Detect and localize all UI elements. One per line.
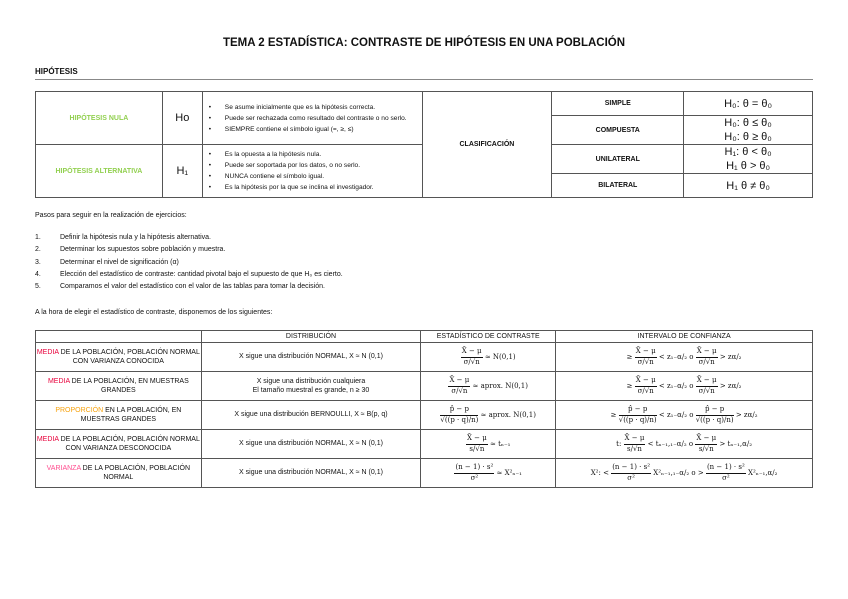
statistics-table xyxy=(35,330,813,488)
bullet-item: • Es la opuesta a la hipótesis nula. xyxy=(207,149,420,160)
classification-label: CLASIFICACIÓN xyxy=(422,92,552,198)
hypotheses-table xyxy=(35,91,813,198)
class-type-unilateral: UNILATERAL xyxy=(552,145,684,174)
header-statistic: ESTADÍSTICO DE CONTRASTE xyxy=(421,331,556,343)
steps-intro: Pasos para seguir en la realización de ejercicios: xyxy=(35,212,187,219)
bullet-item: • SIEMPRE contiene el símbolo igual (=, ≥, ≤) xyxy=(207,124,420,135)
statistic-cell: $\frac{X̄ - \mu}{\sigma/√n}$ ≈ aprox. N(0,1) xyxy=(421,372,556,401)
row-label: VARIANZA DE LA POBLACIÓN, POBLACIÓN NORMAL xyxy=(36,459,202,488)
row-label: PROPORCIÓN EN LA POBLACIÓN, EN MUESTRAS GRANDES xyxy=(36,401,202,430)
header-distribution: DISTRIBUCIÓN xyxy=(201,331,421,343)
class-value-simple: H₀: θ = θ₀ xyxy=(684,92,813,116)
step-item: 4. Elección del estadístico de contraste: cantidad pivotal bajo el supuesto de que H₀ es cierto. xyxy=(35,270,343,278)
class-type-compuesta: COMPUESTA xyxy=(552,116,684,145)
class-value-compuesta: H₀: θ ≤ θ₀ H₀: θ ≥ θ₀ xyxy=(684,116,813,145)
alt-hypothesis-label: HIPÓTESIS ALTERNATIVA xyxy=(36,145,163,198)
statistic-cell: $\frac{X̄ - \mu}{\sigma/√n}$ ≈ N(0,1) xyxy=(421,343,556,372)
class-value-unilateral: H₁: θ < θ₀ H₁ θ > θ₀ xyxy=(684,145,813,174)
header-empty xyxy=(36,331,202,343)
statistic-cell: $\frac{X̄ - \mu}{s/√n}$ ≈ tₙ₋₁ xyxy=(421,430,556,459)
row-label: MEDIA DE LA POBLACIÓN, POBLACIÓN NORMAL CON VARIANZA CONOCIDA xyxy=(36,343,202,372)
distribution-cell: X sigue una distribución BERNOULLI, X ≈ B(p, q) xyxy=(201,401,421,430)
table-row xyxy=(36,430,813,459)
step-item: 5. Comparamos el valor del estadístico con el valor de las tablas para tomar la decisión. xyxy=(35,283,325,291)
interval-cell: ≥ $\frac{X̄ - \mu}{\sigma/√n}$ < z₁₋α/₂ o $\frac{X̄ - \mu}{\sigma/√n}$ > zα/₂ xyxy=(556,343,813,372)
steps-section xyxy=(35,210,343,293)
row-label: MEDIA DE LA POBLACIÓN, POBLACIÓN NORMAL CON VARIANZA DESCONOCIDA xyxy=(36,430,202,459)
table-row xyxy=(36,343,813,372)
table-intro: A la hora de elegir el estadístico de contraste, disponemos de los siguientes: xyxy=(35,309,273,316)
class-type-bilateral: BILATERAL xyxy=(552,174,684,198)
interval-cell: ≥ $\frac{X̄ - \mu}{\sigma/√n}$ < z₁₋α/₂ o $\frac{X̄ - \mu}{\sigma/√n}$ > zα/₂ xyxy=(556,372,813,401)
interval-cell: ≥ $\frac{p̂ - p}{√((p \cdot q)/n)}$ < z₁₋α/₂ o $\frac{p̂ - p}{√((p \cdot q)/n)}$ > zα/₂ xyxy=(556,401,813,430)
distribution-cell: X sigue una distribución NORMAL, X ≈ N (0,1) xyxy=(201,459,421,488)
table-row xyxy=(36,372,813,401)
bullet-item: • Puede ser rechazada como resultado del contraste o no serlo. xyxy=(207,113,420,124)
statistic-cell: $\frac{\text{(n − 1) · s²}}{\text{σ²}}$ ≈ X²ₙ₋₁ xyxy=(421,459,556,488)
null-hypothesis-bullets xyxy=(202,92,422,145)
interval-cell: t: $\frac{X̄ - \mu}{s/√n}$ < tₙ₋₁,₁₋α/₂ o $\frac{X̄ - \mu}{s/√n}$ > tₙ₋₁,α/₂ xyxy=(556,430,813,459)
distribution-cell: X sigue una distribución NORMAL, X ≈ N (0,1) xyxy=(201,430,421,459)
section-divider xyxy=(35,79,813,80)
step-item: 1. Definir la hipótesis nula y la hipótesis alternativa. xyxy=(35,234,211,242)
bullet-item: • NUNCA contiene el símbolo igual. xyxy=(207,171,420,182)
bullet-item: • Es la hipótesis por la que se inclina el investigador. xyxy=(207,182,420,193)
section-heading: HIPÓTESIS xyxy=(35,67,78,76)
page-title: TEMA 2 ESTADÍSTICA: CONTRASTE DE HIPÓTESIS EN UNA POBLACIÓN xyxy=(222,37,626,49)
interval-cell: X²: < $\frac{\text{(n − 1) · s²}}{\text{σ²}}$ X²ₙ₋₁,₁₋α/₂ o > $\frac{\text{(n − 1) · s²}}{\text{σ²}}$ X²ₙ₋₁,α/₂ xyxy=(556,459,813,488)
row-label: MEDIA DE LA POBLACIÓN, EN MUESTRAS GRANDES xyxy=(36,372,202,401)
alt-hypothesis-bullets xyxy=(202,145,422,198)
step-item: 3. Determinar el nivel de significación (α) xyxy=(35,258,179,266)
alt-hypothesis-symbol: H₁ xyxy=(162,145,202,198)
table-row xyxy=(36,401,813,430)
class-type-simple: SIMPLE xyxy=(552,92,684,116)
step-item: 2. Determinar los supuestos sobre población y muestra. xyxy=(35,246,226,254)
class-value-bilateral: H₁ θ ≠ θ₀ xyxy=(684,174,813,198)
header-interval: INTERVALO DE CONFIANZA xyxy=(556,331,813,343)
null-hypothesis-label: HIPÓTESIS NULA xyxy=(36,92,163,145)
distribution-cell: X sigue una distribución NORMAL, X ≈ N (0,1) xyxy=(201,343,421,372)
distribution-cell: X sigue una distribución cualquiera El tamaño muestral es grande, n ≥ 30 xyxy=(201,372,421,401)
bullet-item: • Puede ser soportada por los datos, o no serlo. xyxy=(207,160,420,171)
table-row xyxy=(36,459,813,488)
null-hypothesis-symbol: Ho xyxy=(162,92,202,145)
bullet-item: • Se asume inicialmente que es la hipótesis correcta. xyxy=(207,102,420,113)
statistic-cell: $\frac{p̂ - p}{√((p \cdot q)/n)}$ ≈ aprox. N(0,1) xyxy=(421,401,556,430)
